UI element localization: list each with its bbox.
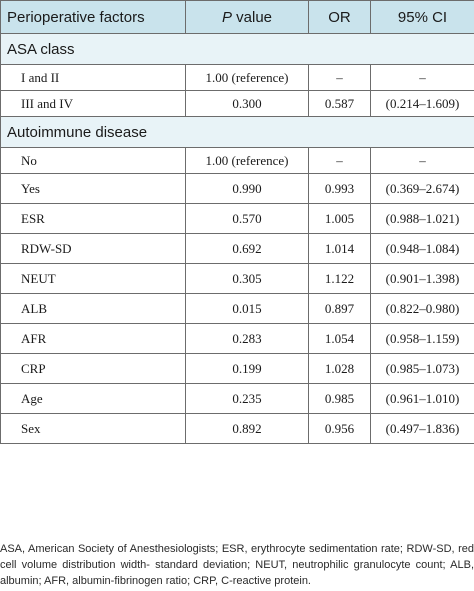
row-p-value: 0.692	[186, 234, 309, 264]
table-row	[1, 294, 474, 324]
row-label: AFR	[1, 324, 186, 354]
row-p-value: 1.00 (reference)	[186, 65, 309, 91]
row-or: 1.014	[309, 234, 371, 264]
row-label: ALB	[1, 294, 186, 324]
table-row	[1, 65, 474, 91]
table-row	[1, 174, 474, 204]
row-label: CRP	[1, 354, 186, 384]
section-title-asa: ASA class	[1, 34, 474, 65]
header-p-value	[186, 1, 309, 34]
row-label: III and IV	[1, 91, 186, 117]
row-or: 0.956	[309, 414, 371, 444]
header-p-italic: P	[221, 8, 232, 26]
row-label: Yes	[1, 174, 186, 204]
row-ci: (0.958–1.159)	[371, 324, 474, 354]
header-or: OR	[309, 1, 371, 34]
row-p-value: 0.235	[186, 384, 309, 414]
row-or: 0.985	[309, 384, 371, 414]
table-header-row	[1, 1, 474, 34]
row-ci: (0.822–0.980)	[371, 294, 474, 324]
row-label: NEUT	[1, 264, 186, 294]
row-p-value: 0.300	[186, 91, 309, 117]
section-title-autoimmune: Autoimmune disease	[1, 117, 474, 148]
header-perioperative-factors: Perioperative factors	[1, 1, 186, 34]
header-95ci: 95% CI	[371, 1, 474, 34]
table-row	[1, 264, 474, 294]
row-ci: (0.369–2.674)	[371, 174, 474, 204]
header-p-rest: value	[231, 8, 273, 26]
row-or: 0.587	[309, 91, 371, 117]
row-p-value: 0.892	[186, 414, 309, 444]
row-label: Age	[1, 384, 186, 414]
table-row	[1, 204, 474, 234]
section-row-autoimmune	[1, 117, 474, 148]
row-ci: (0.214–1.609)	[371, 91, 474, 117]
row-p-value: 0.990	[186, 174, 309, 204]
row-or: 0.897	[309, 294, 371, 324]
row-ci: (0.948–1.084)	[371, 234, 474, 264]
row-ci: (0.985–1.073)	[371, 354, 474, 384]
table-row	[1, 91, 474, 117]
row-ci: –	[371, 148, 474, 174]
table-footnote: ASA, American Society of Anesthesiologists; ESR, erythrocyte sedimentation rate; RDW-SD, red cell volume distribution width- standard deviation; NEUT, neutrophilic granulocyte count; ALB, albumin; AFR, albumin-fibrinogen ratio; CRP, C-reactive protein.	[0, 543, 474, 587]
row-p-value: 0.199	[186, 354, 309, 384]
row-or: –	[309, 65, 371, 91]
row-label: No	[1, 148, 186, 174]
row-label: ESR	[1, 204, 186, 234]
table-row	[1, 324, 474, 354]
table-row	[1, 234, 474, 264]
table-row	[1, 354, 474, 384]
row-or: 1.054	[309, 324, 371, 354]
row-p-value: 1.00 (reference)	[186, 148, 309, 174]
row-or: 1.028	[309, 354, 371, 384]
row-label: Sex	[1, 414, 186, 444]
table-row	[1, 148, 474, 174]
row-ci: (0.497–1.836)	[371, 414, 474, 444]
row-p-value: 0.015	[186, 294, 309, 324]
table-row	[1, 384, 474, 414]
row-ci: (0.961–1.010)	[371, 384, 474, 414]
row-or: 1.005	[309, 204, 371, 234]
section-row-asa	[1, 34, 474, 65]
row-ci: –	[371, 65, 474, 91]
row-p-value: 0.305	[186, 264, 309, 294]
row-p-value: 0.570	[186, 204, 309, 234]
row-or: 1.122	[309, 264, 371, 294]
row-p-value: 0.283	[186, 324, 309, 354]
row-or: –	[309, 148, 371, 174]
row-or: 0.993	[309, 174, 371, 204]
table-row	[1, 414, 474, 444]
row-label: RDW-SD	[1, 234, 186, 264]
row-ci: (0.901–1.398)	[371, 264, 474, 294]
row-label: I and II	[1, 65, 186, 91]
row-ci: (0.988–1.021)	[371, 204, 474, 234]
